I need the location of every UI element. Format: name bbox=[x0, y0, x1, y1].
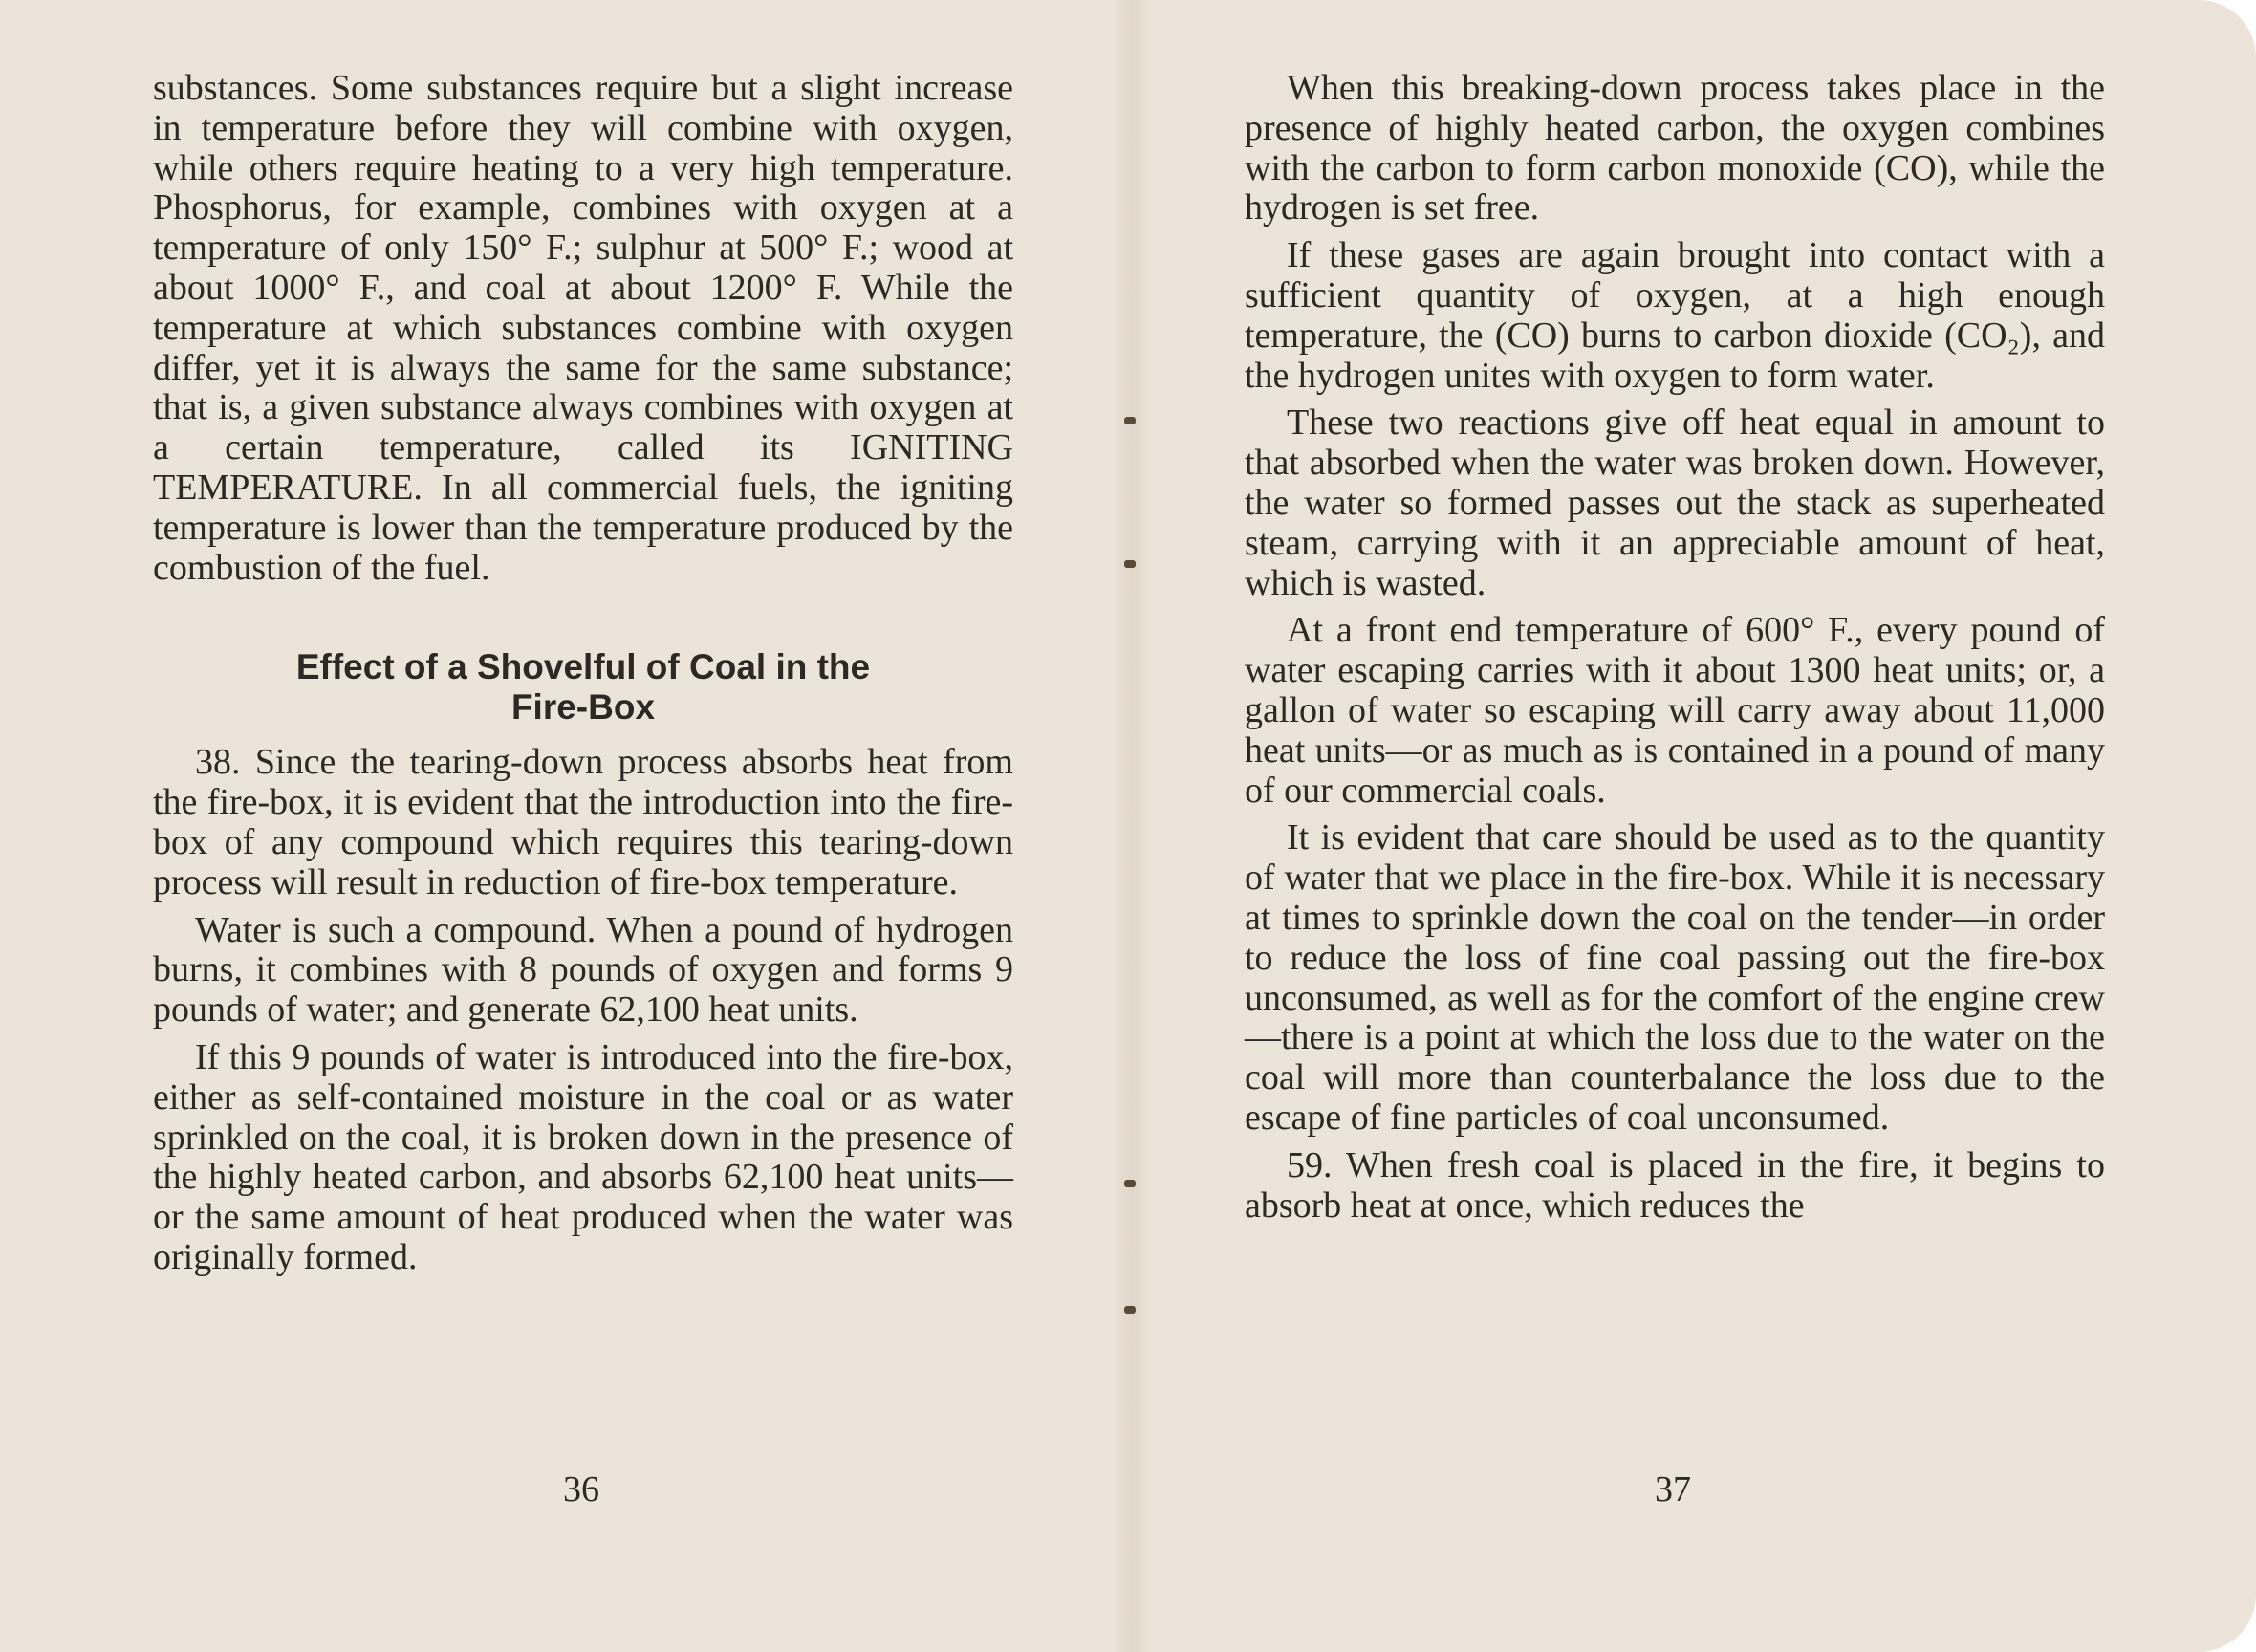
right-paragraph-2: If these gases are again brought into contact with a sufficient quantity of oxygen, at a high enough temperature, the (CO) burns to carbon dioxide (CO₂), and the hydrogen unites with oxygen to form water. bbox=[1245, 235, 2105, 396]
right-paragraph-5: It is evident that care should be used as to the quantity of water that we place in the fire-box. While it is necessary at times to sprinkle down the coal on the tender—in order to reduce the loss of fine coal passing out the fire-box unconsumed, as well as for the comfort of the engine crew—there is a point at which the loss due to the water on the coal will more than counterbalance the loss due to the escape of fine particles of coal unconsumed. bbox=[1245, 817, 2105, 1138]
right-paragraph-3: These two reactions give off heat equal in amount to that absorbed when the water was broken down. However, the water so formed passes out the stack as superheated steam, carrying with it an appreciable amount of heat, which is wasted. bbox=[1245, 402, 2105, 603]
right-paragraph-4: At a front end temperature of 600° F., every pound of water escaping carries with it about 1300 heat units; or, a gallon of water so escaping will carry away about 11,000 heat units—or as much as is contained in a pound of many of our commercial coals. bbox=[1245, 610, 2105, 811]
binding-staple-mark bbox=[1124, 1180, 1136, 1187]
section-heading bbox=[153, 647, 1013, 728]
page-number-left: 36 bbox=[563, 1469, 599, 1510]
page-number-right: 37 bbox=[1655, 1469, 1691, 1510]
left-paragraph-1: substances. Some substances require but a slight increase in temperature before they will combine with oxygen, while others require heating to a very high temperature. Phosphorus, for example, combines with oxygen at a temperature of only 150° F.; sulphur at 500° F.; wood at about 1000° F., and coal at about 1200° F. While the temperature at which substances combine with oxygen differ, yet it is always the same for the same substance; that is, a given substance always combines with oxygen at a certain temperature, called its IGNITING TEMPERATURE. In all commercial fuels, the igniting temperature is lower than the temperature produced by the combustion of the fuel. bbox=[153, 68, 1013, 588]
book-gutter bbox=[1113, 0, 1151, 1652]
left-paragraph-3: Water is such a compound. When a pound of hydrogen burns, it combines with 8 pounds of oxygen and forms 9 pounds of water; and generate 62,100 heat units. bbox=[153, 909, 1013, 1031]
section-heading-line-1: Effect of a Shovelful of Coal in the bbox=[295, 647, 871, 687]
section-heading-line-2: Fire-Box bbox=[510, 687, 656, 728]
binding-staple-mark bbox=[1124, 1306, 1136, 1314]
left-paragraph-4: If this 9 pounds of water is introduced into the fire-box, either as self-contained moisture in the coal or as water sprinkled on the coal, it is broken down in the presence of the highly heated carbon, and absorbs 62,100 heat units—or the same amount of heat produced when the water was originally formed. bbox=[153, 1036, 1013, 1277]
binding-staple-mark bbox=[1124, 560, 1136, 568]
right-paragraph-1: When this breaking-down process takes place in the presence of highly heated carbon, the oxygen combines with the carbon to form carbon monoxide (CO), while the hydrogen is set free. bbox=[1245, 68, 2105, 228]
right-page bbox=[1245, 69, 2105, 1233]
binding-staple-mark bbox=[1124, 417, 1136, 424]
left-paragraph-2: 38. Since the tearing-down process absorbs heat from the fire-box, it is evident that the introduction into the fire-box of any compound which requires this tearing-down process will result in reduction of fire-box temperature. bbox=[153, 742, 1013, 902]
left-page bbox=[153, 69, 1013, 1286]
right-paragraph-6: 59. When fresh coal is placed in the fire, it begins to absorb heat at once, which reduces the bbox=[1245, 1144, 2105, 1226]
